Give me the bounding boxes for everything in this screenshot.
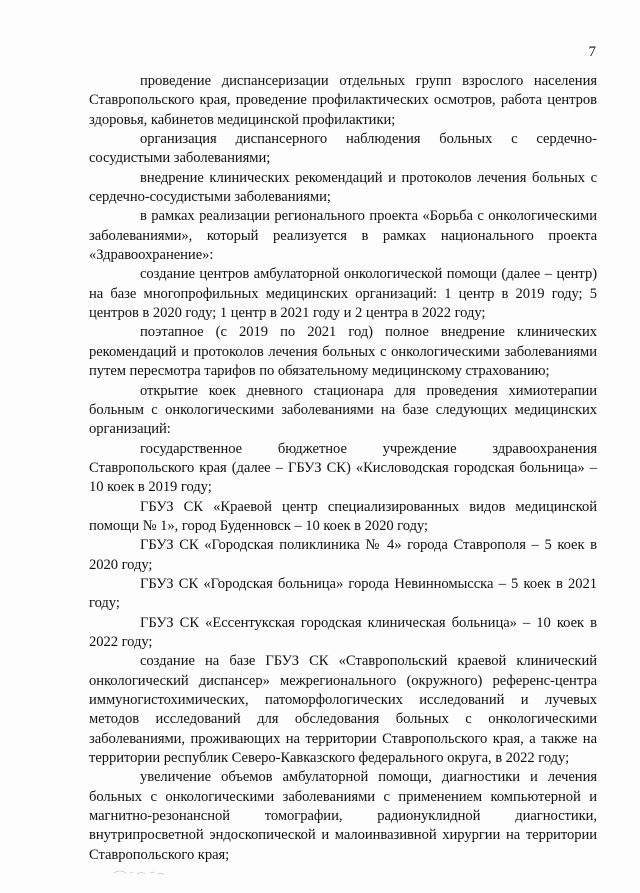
scan-artifact (112, 864, 172, 878)
paragraph: внедрение клинических рекомендаций и протоколов лечения больных с сердечно-сосудистыми заболеваниями; (89, 169, 597, 206)
paragraph: поэтапное (с 2019 по 2021 год) полное внедрение клинических рекомендаций и протоколов лечения больных с онкологическими заболеваниями путем пересмотра тарифов по обязательному медицинскому страхованию; (89, 324, 597, 380)
page-number: 7 (588, 44, 596, 60)
paragraph: ГБУЗ СК «Ессентукская городская клиническая больница» – 10 коек в 2022 году; (89, 614, 597, 650)
paragraph: создание центров амбулаторной онкологической помощи (далее – центр) на базе многопрофильных медицинских организаций: 1 центр в 2019 году; 5 центров в 2020 году; 1 центр в 2021 году и 2 центра в 2022 году; (89, 266, 597, 322)
paragraph: организация диспансерного наблюдения больных с сердечно-сосудистыми заболеваниями; (89, 131, 597, 167)
paragraph: в рамках реализации регионального проекта «Борьба с онкологическими заболеваниями», который реализуется в рамках национального проекта «Здравоохранение»: (89, 208, 597, 264)
paragraph: создание на базе ГБУЗ СК «Ставропольский краевой клинический онкологический диспансер» межрегионального (окружного) референс-центра иммуногистохимических, патоморфологических исследований и лучевых методов исследований для обследования больных с онкологическими заболеваниями, проживающих на территории Ставропольского края, а также на территории республик Северо-Кавказского федерального округа, в 2022 году; (89, 653, 597, 767)
paragraph: проведение диспансеризации отдельных групп взрослого населения Ставропольского края, проведение профилактических осмотров, работа центров здоровья, кабинетов медицинской профилактики; (89, 73, 597, 128)
document-body (89, 72, 597, 865)
paragraph: государственное бюджетное учреждение здравоохранения Ставропольского края (далее – ГБУЗ СК) «Кисловодская городская больница» – 10 коек в 2019 году; (89, 440, 597, 496)
paragraph: ГБУЗ СК «Городская больница» города Невинномысска – 5 коек в 2021 году; (89, 575, 597, 612)
paragraph: увеличение объемов амбулаторной помощи, диагностики и лечения больных с онкологическими заболеваниями с применением компьютерной и магнитно-резонансной томографии, радионуклидной диагностики, внутрипросветной эндоскопической и малоинвазивной хирургии на территории Ставропольского края; (89, 769, 597, 863)
paragraph: ГБУЗ СК «Краевой центр специализированных видов медицинской помощи № 1», город Буденновск – 10 коек в 2020 году; (89, 498, 597, 534)
paragraph: открытие коек дневного стационара для проведения химиотерапии больным с онкологическими заболеваниями на базе следующих медицинских организаций: (89, 382, 597, 438)
paragraph: ГБУЗ СК «Городская поликлиника № 4» города Ставрополя – 5 коек в 2020 году; (89, 537, 597, 573)
